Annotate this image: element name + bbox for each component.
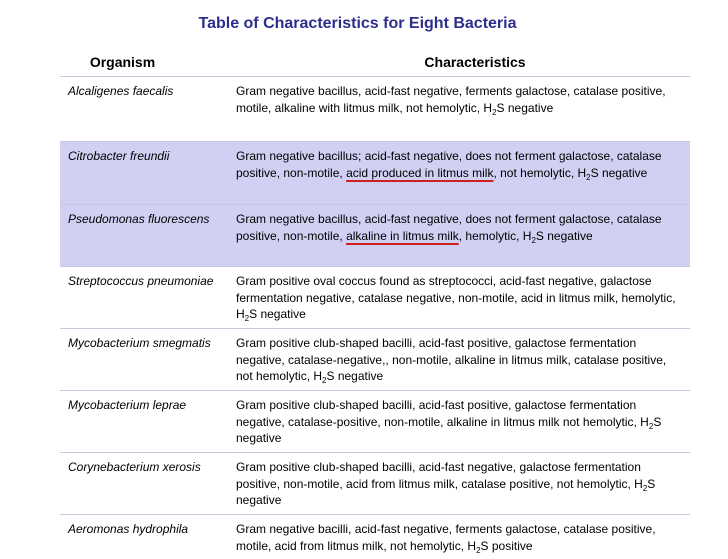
text-part: , hemolytic, H [458, 228, 532, 243]
underlined-text: alkaline in litmus milk [346, 228, 459, 243]
text-part: Gram positive club-shaped bacilli, acid-fast positive, galactose fermentation negative, catalase-positive, non-motile, alkaline in litmus milk not hemolytic, H [236, 398, 649, 429]
organism-name: Aeromonas hydrophila [60, 515, 230, 559]
text-part: S negative [236, 476, 656, 507]
characteristics-text [230, 77, 690, 142]
characteristics-text [230, 267, 690, 329]
page-title: Table of Characteristics for Eight Bacteria [198, 15, 517, 32]
organism-name: Mycobacterium leprae [60, 391, 230, 453]
table-row [60, 77, 690, 142]
table-row [60, 329, 690, 391]
subscript: 2 [642, 483, 648, 493]
characteristics-header: Characteristics [424, 53, 526, 70]
organism-name: Mycobacterium smegmatis [60, 329, 230, 391]
characteristics-text [230, 329, 690, 391]
organism-name: Alcaligenes faecalis [60, 77, 230, 142]
text-part: Gram negative bacillus; acid-fast negative, does not ferment galactose, catalase positive, non-motile, [236, 149, 662, 180]
characteristics-text [230, 391, 690, 453]
table-row [60, 515, 690, 559]
subscript: 2 [586, 172, 591, 182]
subscript: 2 [531, 235, 536, 245]
text-part: Gram negative bacillus, acid-fast negative, ferments galactose, catalase positive, motile, alkaline with litmus milk, not hemolytic, H [236, 84, 666, 115]
text-part: Gram negative bacillus, acid-fast negative, does not ferment galactose, catalase positive, non-motile, [236, 212, 662, 243]
text-part: S negative [249, 307, 306, 321]
table-row [60, 453, 690, 515]
table-row [60, 391, 690, 453]
table-row [60, 205, 690, 267]
organism-name: Corynebacterium xerosis [60, 453, 230, 515]
subscript: 2 [322, 376, 327, 385]
subscript: 2 [648, 421, 654, 431]
text-part: S negative [236, 414, 662, 445]
subscript: 2 [492, 107, 497, 117]
organism-header: Organism [89, 53, 156, 70]
subscript: 2 [244, 314, 250, 323]
text-part: Gram positive club-shaped bacilli, acid-fast negative, galactose fermentation positive, non-motile, acid from litmus milk, catalase positive, not hemolytic, H [236, 460, 643, 491]
text-part: Gram negative bacilli, acid-fast negative, ferments galactose, catalase positive, motile, acid from litmus milk, not hemolytic, H [236, 522, 656, 553]
characteristics-text [230, 453, 690, 515]
characteristics-text [230, 515, 690, 559]
text-part: S negative [496, 100, 554, 115]
table-header-row [60, 47, 690, 77]
organism-name: Pseudomonas fluorescens [60, 205, 230, 267]
organism-name: Streptococcus pneumoniae [60, 267, 230, 329]
subscript: 2 [476, 545, 481, 555]
text-part: Gram positive oval coccus found as streptococci, acid-fast negative, galactose fermentation negative, catalase negative, non-motile, acid in litmus milk, hemolytic, H [236, 274, 676, 321]
table-row [60, 142, 690, 205]
organism-name: Citrobacter freundii [60, 142, 230, 205]
text-part: S negative [326, 369, 384, 383]
text-part: S negative [590, 165, 648, 180]
text-part: Gram positive club-shaped bacilli, acid-fast positive, galactose fermentation negative, catalase-negative,, non-motile, alkaline in litmus milk, catalase positive, not hemolytic, H [236, 336, 667, 383]
characteristics-text [230, 142, 690, 205]
characteristics-text [230, 205, 690, 267]
text-part: S positive [480, 538, 533, 553]
text-part: , not hemolytic, H [493, 165, 587, 180]
underlined-text: acid produced in litmus milk [346, 165, 494, 180]
text-part: S negative [535, 228, 593, 243]
table-row [60, 267, 690, 329]
bacteria-table [60, 47, 690, 559]
